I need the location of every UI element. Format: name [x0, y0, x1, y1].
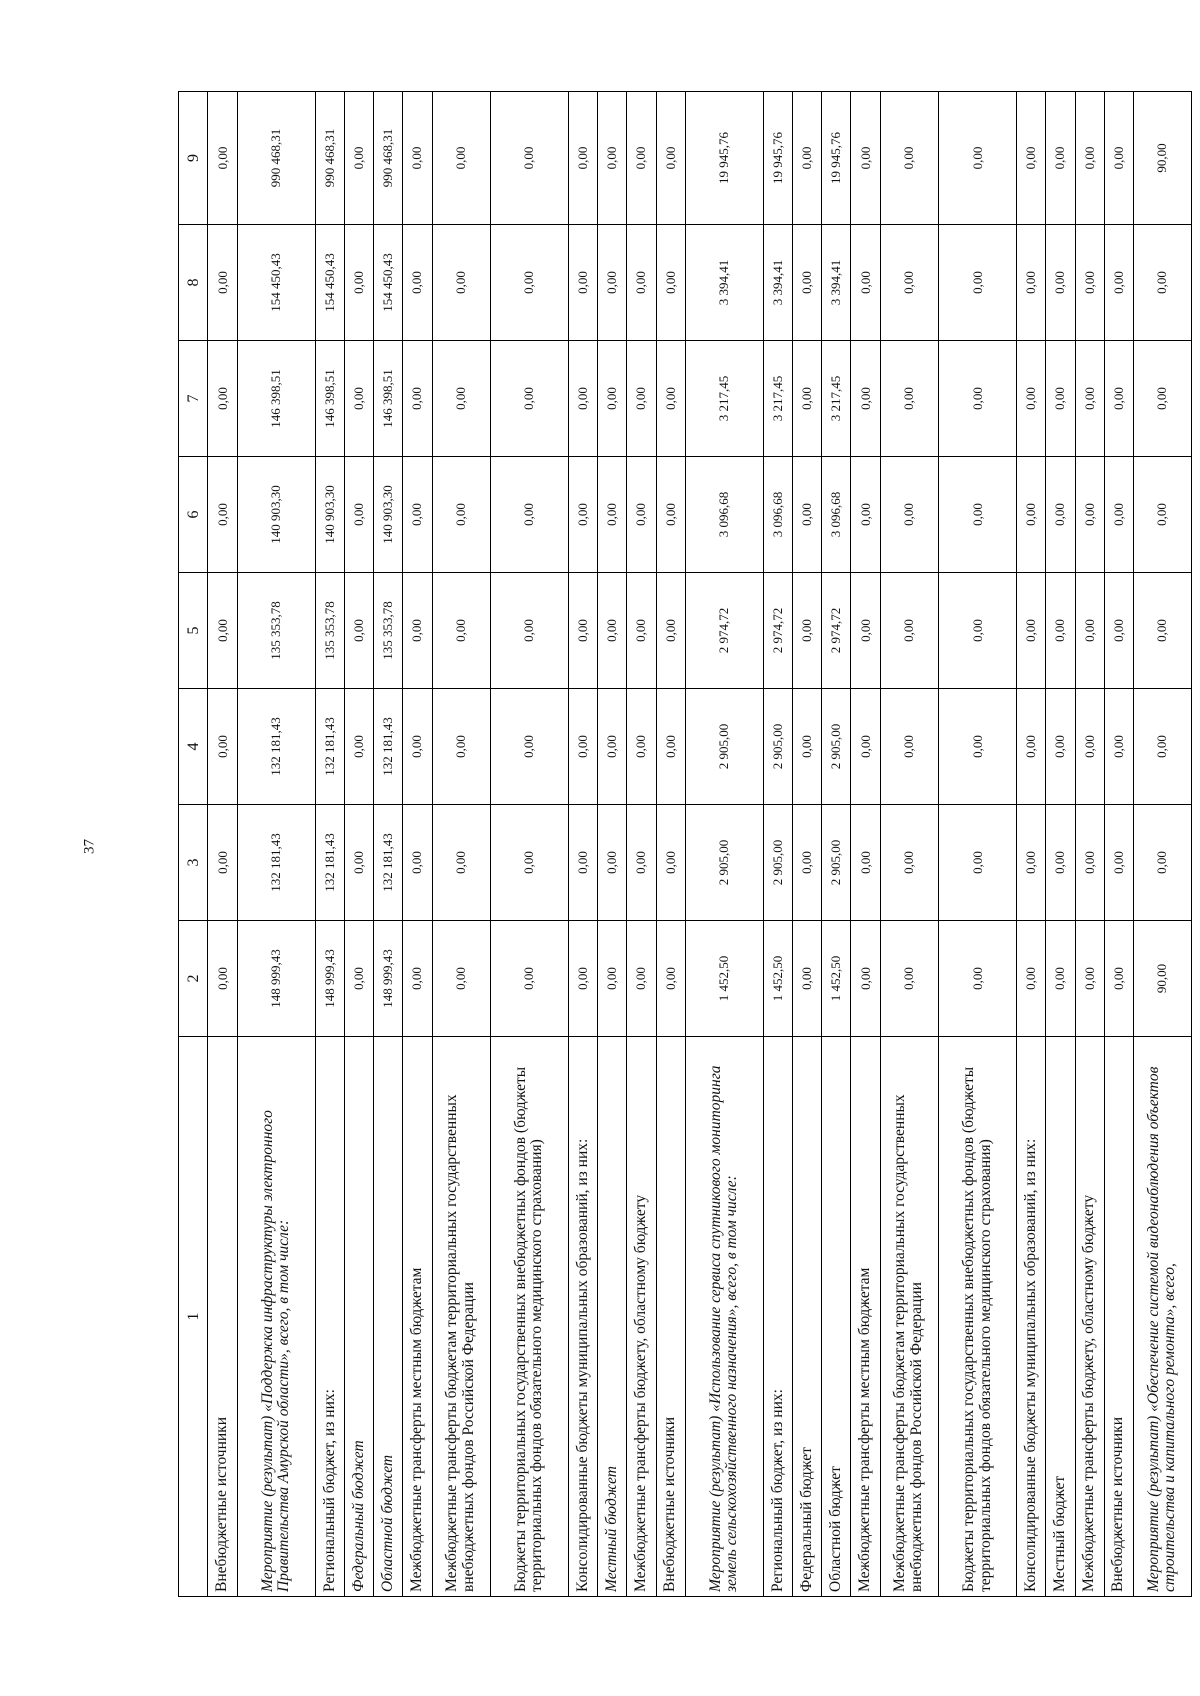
value-cell: 0,00 — [793, 921, 822, 1037]
value-cell: 0,00 — [1104, 457, 1133, 573]
value-cell: 990 468,31 — [316, 92, 345, 225]
value-cell: 0,00 — [569, 92, 598, 225]
value-cell: 0,00 — [345, 225, 374, 341]
value-cell: 2 905,00 — [685, 689, 764, 805]
value-cell: 0,00 — [627, 92, 656, 225]
value-cell: 0,00 — [1104, 689, 1133, 805]
rotated-table-sheet — [178, 92, 1192, 1597]
value-cell: 2 905,00 — [764, 689, 793, 805]
value-cell: 140 903,30 — [316, 457, 345, 573]
value-cell: 19 945,76 — [685, 92, 764, 225]
value-cell: 0,00 — [1133, 689, 1191, 805]
table-row — [1133, 92, 1191, 1597]
value-cell: 0,00 — [1075, 805, 1104, 921]
column-number-3: 3 — [179, 805, 208, 921]
value-cell: 0,00 — [851, 341, 880, 457]
row-label: Областной бюджет — [822, 1037, 851, 1597]
value-cell: 0,00 — [403, 805, 432, 921]
column-number-8: 8 — [179, 225, 208, 341]
table-row — [598, 92, 627, 1597]
table-row — [490, 92, 569, 1597]
value-cell: 0,00 — [793, 805, 822, 921]
value-cell: 140 903,30 — [237, 457, 316, 573]
value-cell: 3 217,45 — [764, 341, 793, 457]
column-number-4: 4 — [179, 689, 208, 805]
value-cell: 0,00 — [490, 341, 569, 457]
value-cell: 0,00 — [403, 457, 432, 573]
row-label: Консолидированные бюджеты муниципальных образований, из них: — [1017, 1037, 1046, 1597]
table-row — [851, 92, 880, 1597]
value-cell: 0,00 — [656, 573, 685, 689]
value-cell: 154 450,43 — [374, 225, 403, 341]
value-cell: 146 398,51 — [374, 341, 403, 457]
value-cell: 0,00 — [432, 92, 490, 225]
value-cell: 0,00 — [1104, 225, 1133, 341]
value-cell: 0,00 — [208, 341, 237, 457]
value-cell: 0,00 — [938, 341, 1017, 457]
value-cell: 0,00 — [627, 457, 656, 573]
value-cell: 0,00 — [1046, 921, 1075, 1037]
row-label: Межбюджетные трансферты бюджетам территориальных государственных внебюджетных фондов Российской Федерации — [432, 1037, 490, 1597]
value-cell: 90,00 — [1133, 921, 1191, 1037]
value-cell: 132 181,43 — [237, 689, 316, 805]
value-cell: 148 999,43 — [237, 921, 316, 1037]
value-cell: 0,00 — [1133, 573, 1191, 689]
value-cell: 0,00 — [1075, 921, 1104, 1037]
row-label: Региональный бюджет, из них: — [764, 1037, 793, 1597]
value-cell: 2 905,00 — [685, 805, 764, 921]
value-cell: 0,00 — [880, 92, 938, 225]
value-cell: 0,00 — [569, 341, 598, 457]
value-cell: 0,00 — [1075, 457, 1104, 573]
value-cell: 0,00 — [403, 921, 432, 1037]
value-cell: 0,00 — [938, 225, 1017, 341]
value-cell: 135 353,78 — [374, 573, 403, 689]
value-cell: 0,00 — [403, 92, 432, 225]
value-cell: 2 974,72 — [764, 573, 793, 689]
value-cell: 0,00 — [490, 457, 569, 573]
value-cell: 0,00 — [1104, 92, 1133, 225]
table-row — [822, 92, 851, 1597]
row-label: Мероприятие (результат) «Поддержка инфраструктуры электронного Правительства Амурской области», всего, в том числе: — [237, 1037, 316, 1597]
value-cell: 0,00 — [656, 92, 685, 225]
value-cell: 2 905,00 — [822, 689, 851, 805]
value-cell: 0,00 — [208, 689, 237, 805]
value-cell: 135 353,78 — [237, 573, 316, 689]
value-cell: 0,00 — [851, 805, 880, 921]
value-cell: 0,00 — [1046, 341, 1075, 457]
value-cell: 0,00 — [1075, 225, 1104, 341]
value-cell: 154 450,43 — [316, 225, 345, 341]
value-cell: 0,00 — [1104, 573, 1133, 689]
row-label: Консолидированные бюджеты муниципальных образований, из них: — [569, 1037, 598, 1597]
column-number-1: 1 — [179, 1037, 208, 1597]
value-cell: 2 905,00 — [822, 805, 851, 921]
budget-table — [178, 91, 1192, 1597]
value-cell: 2 974,72 — [822, 573, 851, 689]
value-cell: 132 181,43 — [237, 805, 316, 921]
table-row — [1017, 92, 1046, 1597]
value-cell: 0,00 — [432, 457, 490, 573]
value-cell: 0,00 — [938, 573, 1017, 689]
value-cell: 0,00 — [880, 225, 938, 341]
value-cell: 0,00 — [1133, 457, 1191, 573]
row-label: Местный бюджет — [1046, 1037, 1075, 1597]
value-cell: 0,00 — [656, 805, 685, 921]
value-cell: 0,00 — [1104, 805, 1133, 921]
value-cell: 0,00 — [1046, 805, 1075, 921]
row-label: Межбюджетные трансферты бюджету, областному бюджету — [627, 1037, 656, 1597]
value-cell: 0,00 — [490, 573, 569, 689]
value-cell: 0,00 — [1017, 92, 1046, 225]
value-cell: 0,00 — [1046, 92, 1075, 225]
value-cell: 0,00 — [598, 805, 627, 921]
value-cell: 0,00 — [345, 92, 374, 225]
value-cell: 3 394,41 — [764, 225, 793, 341]
table-row — [374, 92, 403, 1597]
value-cell: 0,00 — [598, 457, 627, 573]
value-cell: 2 905,00 — [764, 805, 793, 921]
value-cell: 0,00 — [938, 92, 1017, 225]
value-cell: 0,00 — [490, 921, 569, 1037]
value-cell: 0,00 — [403, 689, 432, 805]
value-cell: 0,00 — [938, 805, 1017, 921]
value-cell: 0,00 — [1075, 573, 1104, 689]
value-cell: 0,00 — [1017, 689, 1046, 805]
value-cell: 0,00 — [569, 457, 598, 573]
value-cell: 0,00 — [345, 689, 374, 805]
value-cell: 0,00 — [851, 573, 880, 689]
value-cell: 0,00 — [656, 689, 685, 805]
value-cell: 0,00 — [627, 689, 656, 805]
value-cell: 0,00 — [208, 921, 237, 1037]
value-cell: 0,00 — [598, 92, 627, 225]
value-cell: 0,00 — [938, 457, 1017, 573]
value-cell: 0,00 — [793, 573, 822, 689]
value-cell: 0,00 — [627, 921, 656, 1037]
table-row — [569, 92, 598, 1597]
value-cell: 148 999,43 — [316, 921, 345, 1037]
value-cell: 0,00 — [793, 92, 822, 225]
value-cell: 0,00 — [432, 689, 490, 805]
value-cell: 0,00 — [880, 573, 938, 689]
value-cell: 0,00 — [851, 92, 880, 225]
value-cell: 0,00 — [938, 921, 1017, 1037]
value-cell: 0,00 — [598, 689, 627, 805]
row-label: Межбюджетные трансферты бюджету, областному бюджету — [1075, 1037, 1104, 1597]
value-cell: 0,00 — [403, 573, 432, 689]
value-cell: 132 181,43 — [374, 689, 403, 805]
value-cell: 146 398,51 — [316, 341, 345, 457]
value-cell: 0,00 — [627, 805, 656, 921]
value-cell: 0,00 — [490, 225, 569, 341]
value-cell: 0,00 — [208, 457, 237, 573]
value-cell: 0,00 — [1104, 341, 1133, 457]
table-row — [938, 92, 1017, 1597]
value-cell: 140 903,30 — [374, 457, 403, 573]
value-cell: 0,00 — [569, 689, 598, 805]
row-label: Внебюджетные источники — [656, 1037, 685, 1597]
value-cell: 3 096,68 — [685, 457, 764, 573]
column-number-9: 9 — [179, 92, 208, 225]
value-cell: 132 181,43 — [374, 805, 403, 921]
row-label: Внебюджетные источники — [208, 1037, 237, 1597]
value-cell: 0,00 — [1046, 225, 1075, 341]
value-cell: 0,00 — [627, 225, 656, 341]
value-cell: 990 468,31 — [374, 92, 403, 225]
value-cell: 0,00 — [1017, 805, 1046, 921]
value-cell: 3 096,68 — [764, 457, 793, 573]
table-row — [1075, 92, 1104, 1597]
value-cell: 0,00 — [598, 573, 627, 689]
value-cell: 0,00 — [569, 573, 598, 689]
value-cell: 0,00 — [656, 921, 685, 1037]
value-cell: 0,00 — [851, 457, 880, 573]
table-row — [432, 92, 490, 1597]
value-cell: 0,00 — [569, 225, 598, 341]
value-cell: 132 181,43 — [316, 689, 345, 805]
value-cell: 0,00 — [1017, 457, 1046, 573]
value-cell: 3 394,41 — [822, 225, 851, 341]
value-cell: 0,00 — [598, 921, 627, 1037]
row-label: Областной бюджет — [374, 1037, 403, 1597]
value-cell: 0,00 — [851, 689, 880, 805]
value-cell: 19 945,76 — [822, 92, 851, 225]
value-cell: 0,00 — [1133, 341, 1191, 457]
column-number-2: 2 — [179, 921, 208, 1037]
value-cell: 0,00 — [345, 573, 374, 689]
value-cell: 0,00 — [432, 573, 490, 689]
value-cell: 0,00 — [793, 341, 822, 457]
value-cell: 0,00 — [1133, 225, 1191, 341]
row-label: Межбюджетные трансферты местным бюджетам — [403, 1037, 432, 1597]
value-cell: 0,00 — [598, 341, 627, 457]
header-row — [179, 92, 208, 1597]
table-row — [627, 92, 656, 1597]
value-cell: 3 217,45 — [685, 341, 764, 457]
value-cell: 0,00 — [432, 341, 490, 457]
value-cell: 0,00 — [1075, 341, 1104, 457]
value-cell: 0,00 — [490, 805, 569, 921]
value-cell: 0,00 — [345, 805, 374, 921]
row-label: Региональный бюджет, из них: — [316, 1037, 345, 1597]
row-label: Местный бюджет — [598, 1037, 627, 1597]
value-cell: 1 452,50 — [685, 921, 764, 1037]
value-cell: 0,00 — [656, 457, 685, 573]
value-cell: 990 468,31 — [237, 92, 316, 225]
value-cell: 132 181,43 — [316, 805, 345, 921]
value-cell: 0,00 — [656, 225, 685, 341]
value-cell: 0,00 — [1017, 341, 1046, 457]
value-cell: 3 096,68 — [822, 457, 851, 573]
value-cell: 0,00 — [1046, 457, 1075, 573]
row-label: Бюджеты территориальных государственных внебюджетных фондов (бюджеты территориальных фондов обязательного медицинского страхования) — [490, 1037, 569, 1597]
value-cell: 0,00 — [880, 689, 938, 805]
value-cell: 135 353,78 — [316, 573, 345, 689]
value-cell: 0,00 — [208, 573, 237, 689]
value-cell: 0,00 — [1046, 689, 1075, 805]
table-row — [345, 92, 374, 1597]
value-cell: 0,00 — [432, 805, 490, 921]
value-cell: 0,00 — [880, 341, 938, 457]
value-cell: 0,00 — [598, 225, 627, 341]
value-cell: 0,00 — [1075, 92, 1104, 225]
value-cell: 0,00 — [1133, 805, 1191, 921]
row-label: Внебюджетные источники — [1104, 1037, 1133, 1597]
column-number-5: 5 — [179, 573, 208, 689]
row-label: Федеральный бюджет — [345, 1037, 374, 1597]
value-cell: 90,00 — [1133, 92, 1191, 225]
value-cell: 3 217,45 — [822, 341, 851, 457]
value-cell: 0,00 — [208, 92, 237, 225]
page-number: 37 — [81, 839, 98, 854]
table-row — [1046, 92, 1075, 1597]
value-cell: 0,00 — [208, 225, 237, 341]
table-row — [237, 92, 316, 1597]
table-row — [880, 92, 938, 1597]
row-label: Федеральный бюджет — [793, 1037, 822, 1597]
value-cell: 0,00 — [432, 921, 490, 1037]
value-cell: 0,00 — [1017, 921, 1046, 1037]
value-cell: 0,00 — [851, 921, 880, 1037]
value-cell: 0,00 — [793, 689, 822, 805]
value-cell: 154 450,43 — [237, 225, 316, 341]
table-row — [208, 92, 237, 1597]
value-cell: 0,00 — [627, 341, 656, 457]
table-row — [403, 92, 432, 1597]
value-cell: 0,00 — [880, 921, 938, 1037]
value-cell: 0,00 — [1017, 225, 1046, 341]
column-number-6: 6 — [179, 457, 208, 573]
table-row — [685, 92, 764, 1597]
row-label: Межбюджетные трансферты бюджетам территориальных государственных внебюджетных фондов Российской Федерации — [880, 1037, 938, 1597]
row-label: Мероприятие (результат) «Использование сервиса спутникового мониторинга земель сельскохозяйственного назначения», всего, в том числе: — [685, 1037, 764, 1597]
value-cell: 0,00 — [569, 805, 598, 921]
value-cell: 0,00 — [880, 805, 938, 921]
table-row — [1104, 92, 1133, 1597]
value-cell: 0,00 — [656, 341, 685, 457]
value-cell: 0,00 — [345, 341, 374, 457]
value-cell: 0,00 — [490, 689, 569, 805]
value-cell: 0,00 — [880, 457, 938, 573]
value-cell: 0,00 — [627, 573, 656, 689]
value-cell: 1 452,50 — [764, 921, 793, 1037]
value-cell: 0,00 — [490, 92, 569, 225]
table-row — [316, 92, 345, 1597]
value-cell: 0,00 — [938, 689, 1017, 805]
value-cell: 0,00 — [1075, 689, 1104, 805]
value-cell: 2 974,72 — [685, 573, 764, 689]
value-cell: 0,00 — [403, 225, 432, 341]
row-label: Межбюджетные трансферты местным бюджетам — [851, 1037, 880, 1597]
value-cell: 1 452,50 — [822, 921, 851, 1037]
table-row — [656, 92, 685, 1597]
value-cell: 0,00 — [345, 457, 374, 573]
value-cell: 0,00 — [851, 225, 880, 341]
value-cell: 0,00 — [793, 457, 822, 573]
value-cell: 0,00 — [432, 225, 490, 341]
table-row — [764, 92, 793, 1597]
value-cell: 19 945,76 — [764, 92, 793, 225]
value-cell: 0,00 — [569, 921, 598, 1037]
row-label: Мероприятие (результат) «Обеспечение системой видеонаблюдения объектов строительства и капитального ремонта», всего, — [1133, 1037, 1191, 1597]
value-cell: 0,00 — [1046, 573, 1075, 689]
value-cell: 148 999,43 — [374, 921, 403, 1037]
value-cell: 0,00 — [403, 341, 432, 457]
value-cell: 0,00 — [1104, 921, 1133, 1037]
value-cell: 0,00 — [1017, 573, 1046, 689]
table-row — [793, 92, 822, 1597]
value-cell: 3 394,41 — [685, 225, 764, 341]
value-cell: 0,00 — [345, 921, 374, 1037]
row-label: Бюджеты территориальных государственных внебюджетных фондов (бюджеты территориальных фондов обязательного медицинского страхования) — [938, 1037, 1017, 1597]
column-number-7: 7 — [179, 341, 208, 457]
value-cell: 0,00 — [208, 805, 237, 921]
value-cell: 0,00 — [793, 225, 822, 341]
value-cell: 146 398,51 — [237, 341, 316, 457]
